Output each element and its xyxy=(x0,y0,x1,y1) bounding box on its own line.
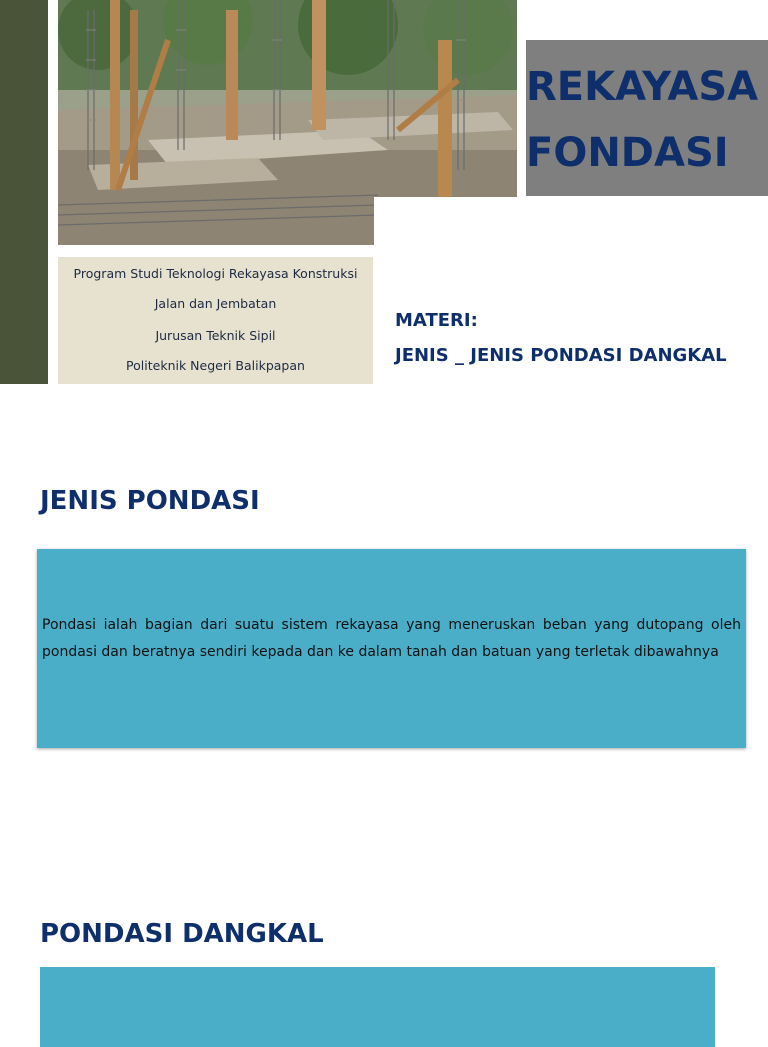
cover-title-line2: FONDASI xyxy=(526,130,729,176)
definition-box xyxy=(37,549,746,748)
institution-name: Politeknik Negeri Balikpapan xyxy=(126,358,305,373)
materi-topic: JENIS _ JENIS PONDASI DANGKAL xyxy=(395,345,727,366)
shallow-foundation-list xyxy=(40,967,715,1047)
institution-program: Program Studi Teknologi Rekayasa Konstruksi xyxy=(73,266,358,281)
materi-label: MATERI: xyxy=(395,310,478,331)
institution-department: Jurusan Teknik Sipil xyxy=(155,328,276,343)
cover-title-box xyxy=(526,40,768,196)
cover-sidebar-strip xyxy=(0,0,48,384)
section-heading-jenis-pondasi: JENIS PONDASI xyxy=(40,486,260,516)
photo-cutout xyxy=(374,197,534,257)
institution-concentration: Jalan dan Jembatan xyxy=(154,296,277,311)
definition-text: Pondasi ialah bagian dari suatu sistem rekayasa yang meneruskan beban yang dutopang oleh pondasi dan beratnya sendiri kepada dan ke dalam tanah dan batuan yang terletak dibawahnya xyxy=(42,617,741,660)
cover-title-line1: REKAYASA xyxy=(526,64,759,110)
institution-box xyxy=(58,257,373,384)
section-heading-pondasi-dangkal: PONDASI DANGKAL xyxy=(40,919,324,949)
